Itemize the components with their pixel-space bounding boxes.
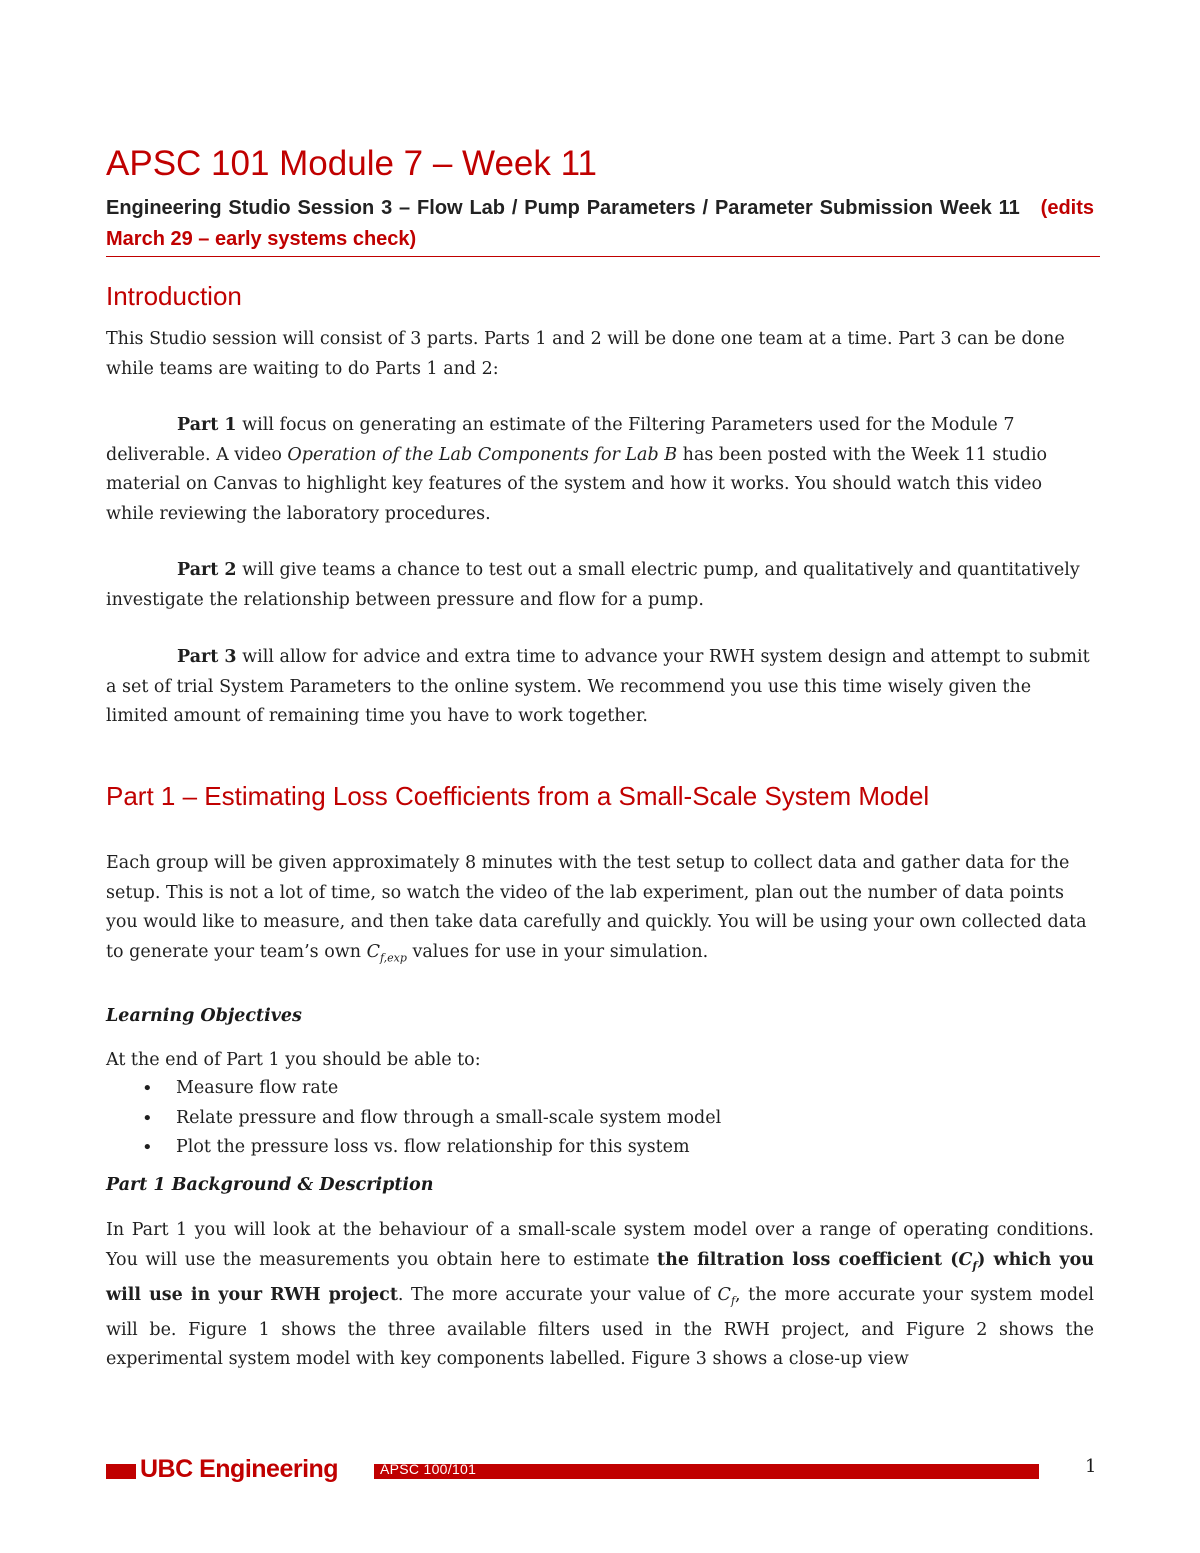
cf-letter: C	[717, 1284, 731, 1305]
page-footer	[106, 1455, 1097, 1486]
part1-para-a: Each group will be given approximately 8 minutes with the test setup to collect data and gather data for the setup. This is not a lot of time, so watch the video of the lab experiment, plan out the number of data points you would like to measure, and then take data carefully and quickly. You will be using your own collected data to generate your team’s own	[106, 853, 1087, 962]
bg-text-a: In Part 1 you will look at the behaviour of a small-scale system model over a range of operating conditions. You will use the measurements you obtain here to estimate	[106, 1220, 1094, 1270]
part2-label: Part 2	[177, 560, 237, 580]
cf-exp-subscript: f,exp	[379, 951, 407, 964]
edits-note: (edits March 29 – early systems check)	[106, 197, 1095, 250]
title-divider	[106, 256, 1100, 257]
introduction-heading: Introduction	[106, 281, 242, 311]
cf-subscript: f	[730, 1294, 736, 1307]
subtitle-text: Engineering Studio Session 3 – Flow Lab / Pump Parameters / Parameter Submission Week 11	[106, 197, 1020, 219]
list-item: • Plot the pressure loss vs. flow relationship for this system	[142, 1133, 1042, 1163]
cf-letter: C	[958, 1249, 973, 1270]
bg-bold-text-b: ) which you will use in your RWH project	[106, 1249, 1094, 1305]
footer-accent-block	[106, 1464, 136, 1479]
objectives-list	[142, 1074, 1042, 1163]
video-title: Operation of the Lab Components for Lab B	[287, 444, 678, 465]
part1-text-a: will focus on generating an estimate of the Filtering Parameters used for the Module 7 deliverable. A video	[106, 415, 1015, 465]
intro-paragraph: This Studio session will consist of 3 parts. Parts 1 and 2 will be done one team at a time. Part 3 can be done while teams are waiting to do Parts 1 and 2:	[106, 329, 1065, 379]
ubc-engineering-logo: UBC Engineering	[140, 1455, 339, 1483]
part1-label: Part 1	[177, 415, 237, 435]
bg-text-c: , the more accurate your system model will be. Figure 1 shows the three available filters used in the RWH project, and Figure 2 shows the experimental system model with key components labelled. Figure 3 shows a close-up view	[106, 1284, 1095, 1369]
session-subtitle	[106, 193, 1094, 255]
page-number: 1	[1085, 1456, 1097, 1477]
learning-objectives-heading: Learning Objectives	[106, 1006, 302, 1026]
part1-summary	[106, 411, 1094, 529]
cf-subscript: f	[972, 1259, 978, 1272]
part1-heading: Part 1 – Estimating Loss Coefficients from a Small-Scale System Model	[106, 781, 930, 811]
cf-symbol	[718, 1285, 735, 1305]
part3-label: Part 3	[177, 647, 237, 667]
part2-text: will give teams a chance to test out a small electric pump, and qualitatively and quantitatively investigate the relationship between pressure and flow for a pump.	[106, 560, 1080, 610]
cf-exp-symbol	[367, 942, 407, 962]
page-title: APSC 101 Module 7 – Week 11	[106, 144, 597, 183]
cf-symbol	[958, 1250, 977, 1270]
objectives-intro: At the end of Part 1 you should be able to:	[106, 1050, 481, 1070]
background-paragraph	[106, 1216, 1094, 1375]
part3-text: will allow for advice and extra time to advance your RWH system design and attempt to submit a set of trial System Parameters to the online system. We recommend you use this time wisely given the limited amount of remaining time you have to work together.	[106, 647, 1090, 726]
part1-text-b: has been posted with the Week 11 studio material on Canvas to highlight key features of the system and how it works. You should watch this video while reviewing the laboratory procedures.	[106, 444, 1048, 524]
part1-para-b: values for use in your simulation.	[406, 941, 709, 962]
list-item: • Measure flow rate	[142, 1074, 1042, 1104]
part3-summary	[106, 643, 1094, 732]
part1-intro-paragraph	[106, 849, 1094, 973]
course-code: APSC 100/101	[380, 1461, 477, 1477]
bg-bold-text: the filtration loss coefficient (	[657, 1249, 959, 1270]
list-item: • Relate pressure and flow through a small-scale system model	[142, 1104, 1042, 1134]
cf-letter: C	[366, 941, 380, 962]
part2-summary	[106, 556, 1094, 615]
background-heading: Part 1 Background & Description	[106, 1175, 434, 1195]
footer-bar	[374, 1461, 1039, 1479]
bg-text-b: . The more accurate your value of	[397, 1284, 718, 1305]
